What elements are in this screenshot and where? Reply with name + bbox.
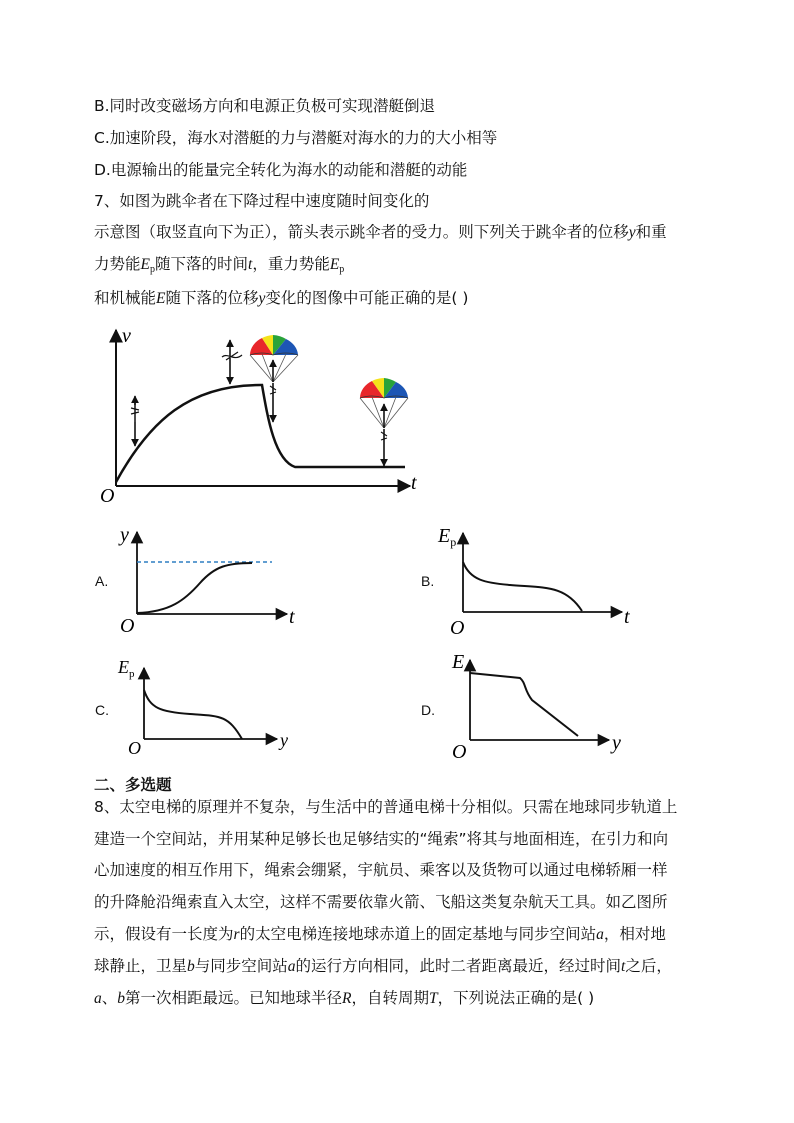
v-axis-label: v xyxy=(122,325,131,347)
svg-text:O: O xyxy=(128,738,141,758)
t-axis-label: t xyxy=(411,472,417,494)
q7-stem-line-3: 力势能$E_p$随下落的时间t，重力势能$E_p$ xyxy=(94,255,345,275)
q8-line-5: 示，假设有一长度为r的太空电梯连接地球赤道上的固定基地与同步空间站a，相对地 xyxy=(94,925,666,943)
svg-text:t: t xyxy=(289,606,295,628)
svg-text:E: E xyxy=(452,651,465,673)
skydiver-figure-1 xyxy=(131,396,139,446)
svg-text:Ep: $E_p$ xyxy=(438,525,457,549)
section-title: 二、多选题 xyxy=(94,776,172,794)
q6-option-b: B.同时改变磁场方向和电源正负极可实现潜艇倒退 xyxy=(94,97,436,115)
svg-text:O: O xyxy=(452,741,467,763)
parachute-icon xyxy=(250,335,298,422)
option-c-label[interactable]: C. xyxy=(95,702,109,718)
option-a-label[interactable]: A. xyxy=(95,573,109,589)
q8-line-3: 心加速度的相互作用下，绳索会绷紧，宇航员、乘客以及货物可以通过电梯轿厢一样 xyxy=(94,861,668,879)
q6-option-d: D.电源输出的能量完全转化为海水的动能和潜艇的动能 xyxy=(94,161,468,179)
svg-text:t: t xyxy=(624,606,630,628)
option-b-label[interactable]: B. xyxy=(421,573,435,589)
q6-option-c: C.加速阶段，海水对潜艇的力与潜艇对海水的力的大小相等 xyxy=(94,129,498,147)
option-b-graph xyxy=(437,525,630,639)
option-c-graph xyxy=(117,657,288,758)
svg-text:O: O xyxy=(120,615,135,637)
q8-line-7: a、b第一次相距最远。已知地球半径R，自转周期T，下列说法正确的是( ) xyxy=(94,989,595,1007)
option-d-graph xyxy=(451,651,621,763)
q8-line-4: 的升降舱沿绳索直入太空，这样不需要依靠火箭、飞船这类复杂航天工具。如乙图所 xyxy=(94,893,668,911)
q7-stem-line-1: 7、如图为跳伞者在下降过程中速度随时间变化的 xyxy=(94,192,430,210)
option-a-graph xyxy=(118,524,295,637)
q8-line-6: 球静止，卫星b与同步空间站a的运行方向相同，此时二者距离最近，经过时间t之后， xyxy=(94,957,672,975)
q7-stem-line-2: 示意图（取竖直向下为正），箭头表示跳伞者的受力。则下列关于跳伞者的位移y和重 xyxy=(94,223,667,241)
skydiver-figure-2 xyxy=(222,340,242,384)
q8-line-2: 建造一个空间站，并用某种足够长也足够结实的“绳索”将其与地面相连，在引力和向 xyxy=(94,830,669,848)
svg-text:O: O xyxy=(450,617,465,639)
svg-text:Ep: $E_p$ xyxy=(118,657,135,680)
svg-text:y: y xyxy=(120,524,129,546)
option-d-label[interactable]: D. xyxy=(421,702,435,718)
parachute-icon xyxy=(360,378,408,466)
q7-stem-line-4: 和机械能E随下落的位移y变化的图像中可能正确的是( ) xyxy=(94,289,469,307)
origin-label: O xyxy=(100,485,115,507)
svg-text:y: y xyxy=(280,730,288,750)
svg-text:y: y xyxy=(612,732,621,754)
q8-line-1: 8、太空电梯的原理并不复杂，与生活中的普通电梯十分相似。只需在地球同步轨道上 xyxy=(94,798,678,816)
